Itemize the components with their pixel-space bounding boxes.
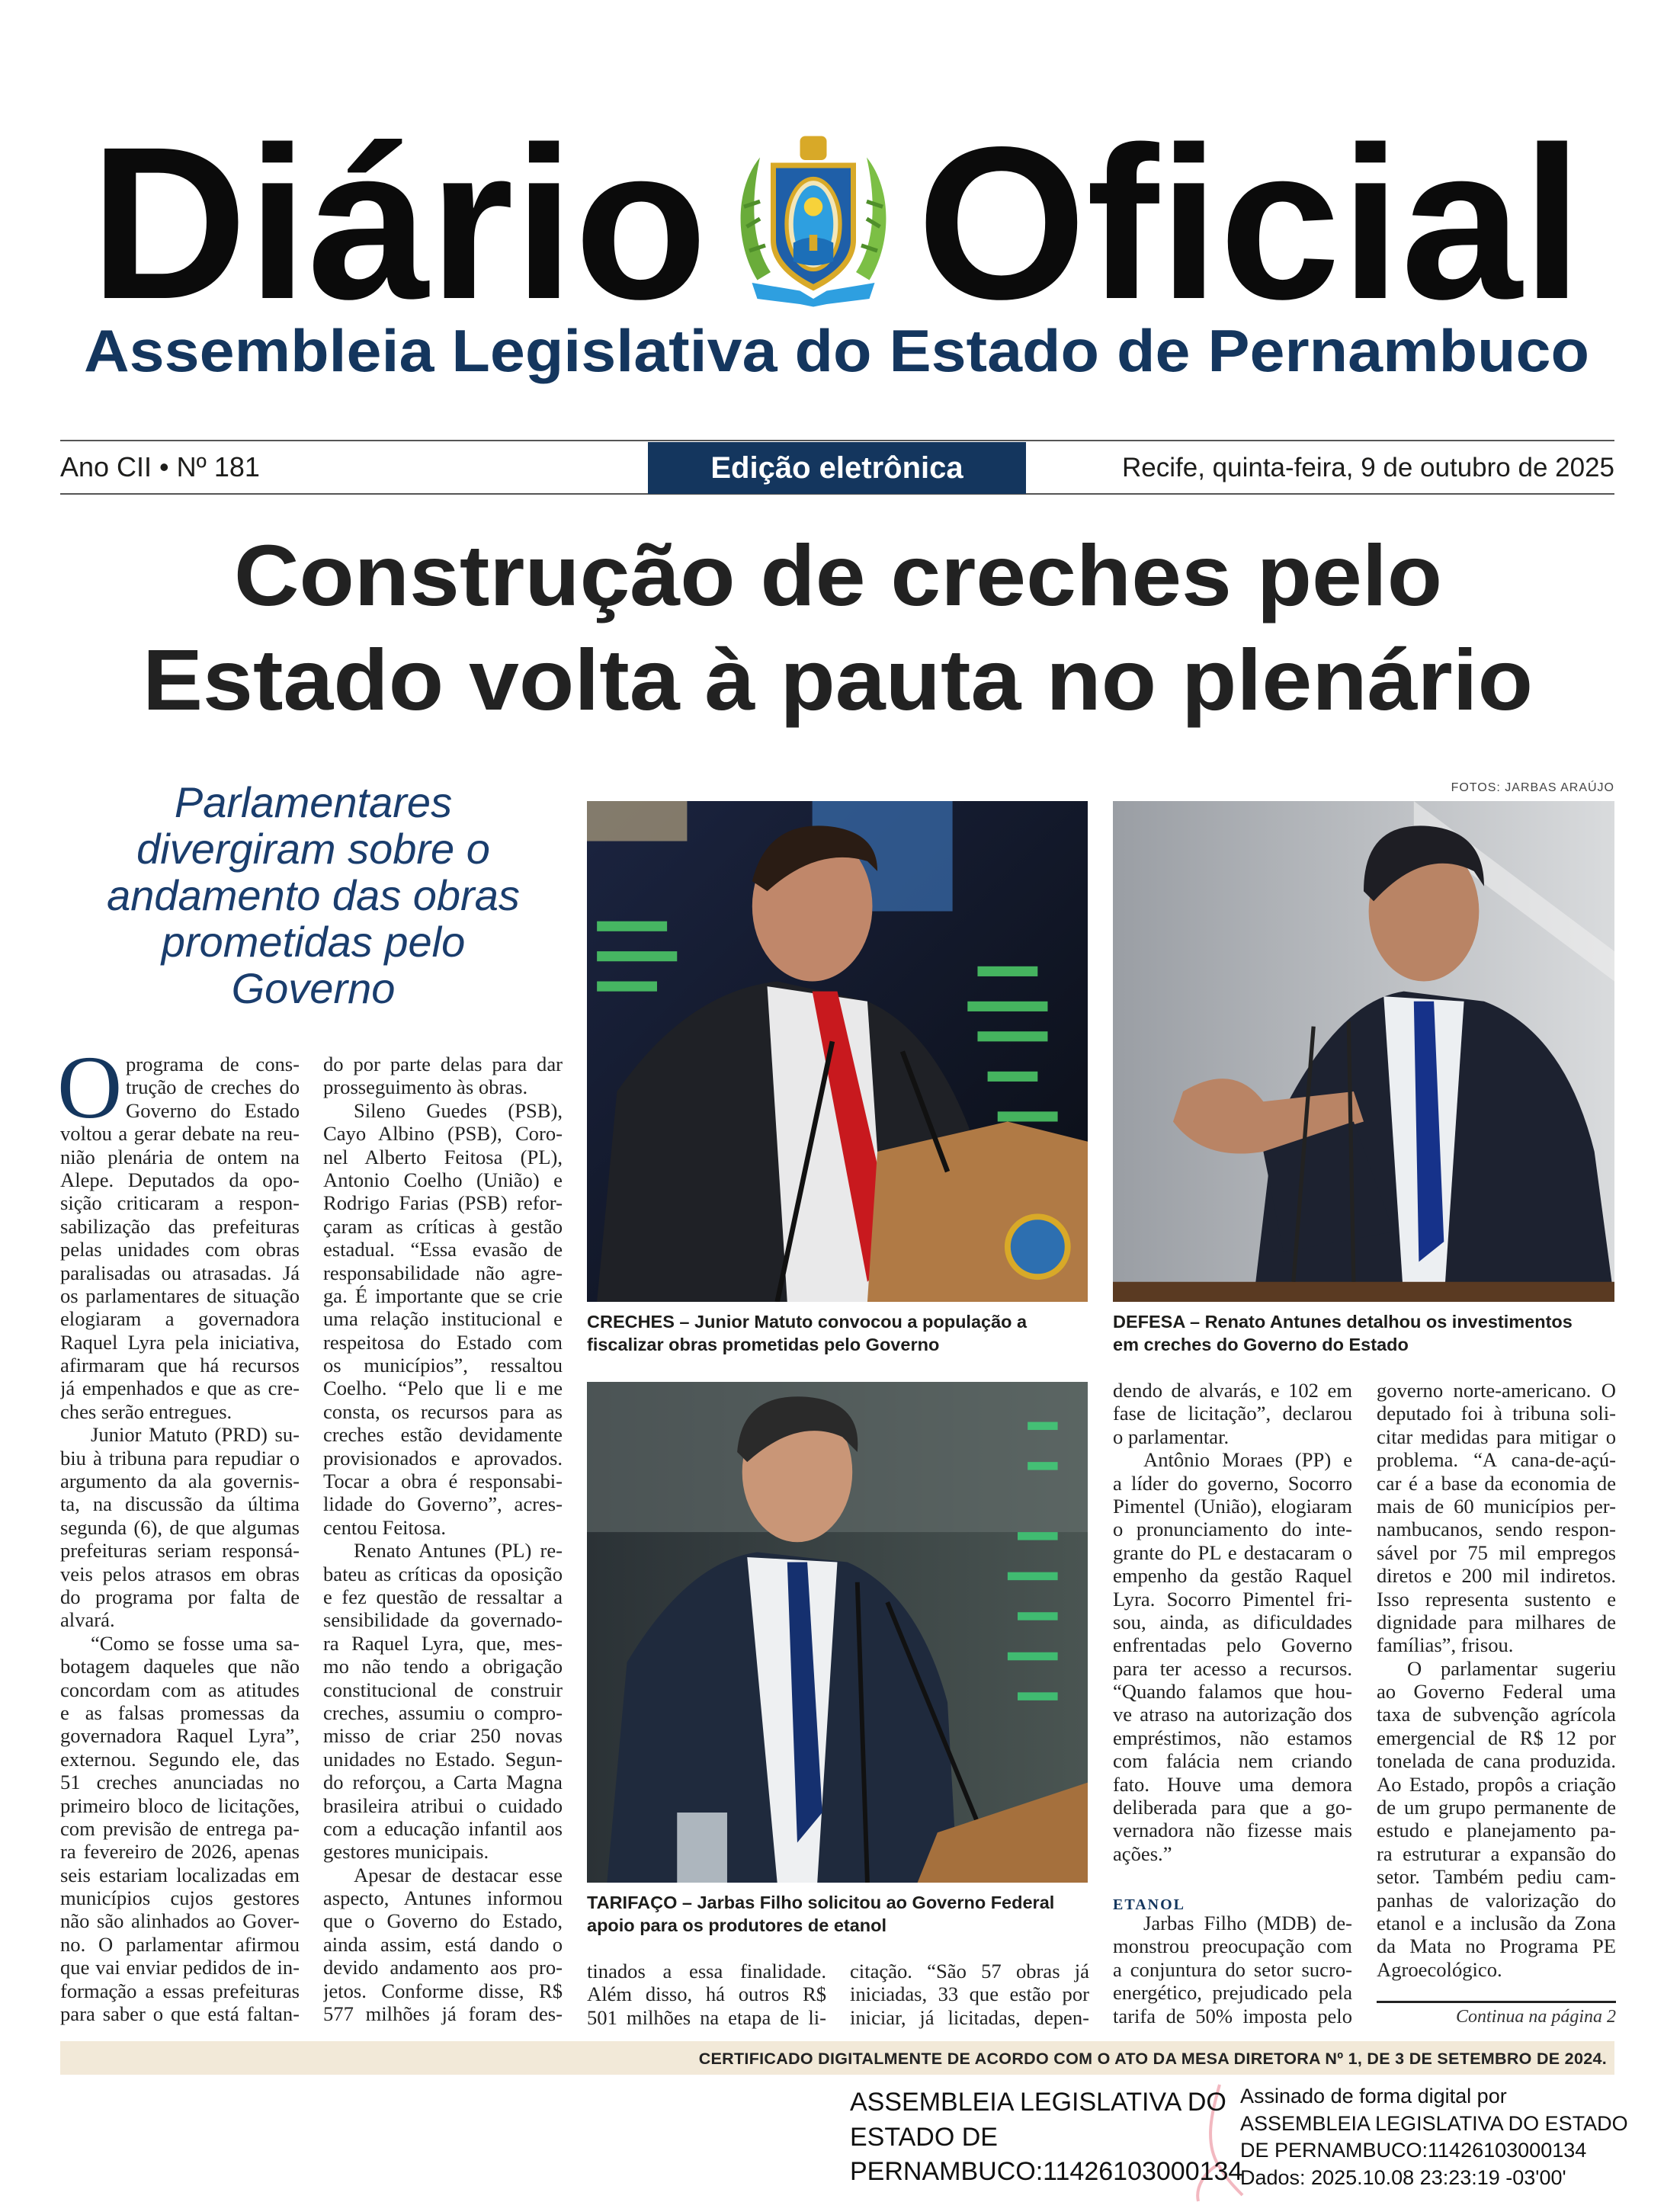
body-line: do programa por falta de [60, 1585, 300, 1608]
body-line: e fez questão de ressaltar a [323, 1585, 563, 1608]
body-line: centou Feitosa. [323, 1515, 447, 1539]
body-line: já empenhados e que as cre- [60, 1377, 300, 1400]
body-line: ra Raquel Lyra, que, mes- [323, 1631, 563, 1655]
body-line: voltou a gerar debate na reu- [60, 1122, 300, 1146]
body-line: empréstimos, não estamos [1113, 1726, 1352, 1749]
body-line: elogiaram a governadora [60, 1307, 300, 1331]
body-line: energético, prejudicado pela [1113, 1981, 1352, 2005]
body-line: nião plenária de ontem na [60, 1145, 300, 1168]
edition-badge [648, 442, 1026, 494]
body-line: mais de 60 municípios per- [1377, 1494, 1616, 1518]
body-line: famílias”, frisou. [1377, 1633, 1514, 1657]
body-line: a conjuntura do setor sucro- [1113, 1957, 1352, 1981]
caption-line: TARIFAÇO – Jarbas Filho solicitou ao Governo Federal [587, 1893, 1055, 1912]
signature-detail-line: ASSEMBLEIA LEGISLATIVA DO ESTADO [1240, 2111, 1628, 2135]
issue-date: Recife, quinta-feira, 9 de outubro de 2025 [1122, 453, 1614, 482]
body-line: Pimentel (União), elogiaram [1113, 1494, 1352, 1518]
body-line: do por parte delas para dar [323, 1053, 563, 1075]
body-line: para saber o que está faltan- [60, 2002, 300, 2026]
body-line: Antônio Moraes (PP) e [1143, 1448, 1352, 1472]
article-column-5 [1113, 1379, 1352, 2027]
body-line: Rodrigo Farias (PSB) refor- [323, 1191, 563, 1215]
body-line: para ter acesso a recursos. [1113, 1656, 1352, 1680]
body-line: da Mata no Programa PE [1377, 1934, 1616, 1958]
body-line: citar medidas para mitigar o [1377, 1425, 1616, 1448]
body-line: ches serão entregues. [60, 1399, 232, 1423]
body-line: grante do PL e destacaram o [1113, 1540, 1352, 1564]
body-line: car é a base da economia de [1377, 1471, 1616, 1495]
caption-line: fiscalizar obras prometidas pelo Governo [587, 1335, 940, 1354]
body-line: com a educação infantil aos [323, 1816, 563, 1840]
body-line: veis pelos atrasos em obras [60, 1562, 300, 1585]
body-line: empenho da gestão Raquel [1113, 1564, 1352, 1588]
body-line: ao Governo Federal uma [1377, 1680, 1616, 1704]
body-line: diretos e 200 mil indiretos. [1377, 1564, 1616, 1588]
body-line: Antonio Coelho (União) e [323, 1168, 563, 1191]
body-line: “Como se fosse uma sa- [91, 1631, 300, 1655]
signature-detail-line: Dados: 2025.10.08 23:23:19 -03'00' [1240, 2165, 1566, 2189]
body-line: Lyra. Socorro Pimentel fri- [1113, 1587, 1352, 1611]
body-line: Ao Estado, propôs a criação [1377, 1772, 1616, 1796]
body-line: Governo do Estado [126, 1098, 300, 1122]
body-line: ainda assim, está dando o [323, 1932, 563, 1956]
body-line: sável por 75 mil empregos [1377, 1540, 1616, 1564]
signer-line: PERNAMBUCO:11426103000134 [850, 2157, 1243, 2186]
section-heading: ETANOL [1113, 1896, 1185, 1913]
body-line: e as falsas promessas da [60, 1700, 300, 1724]
photo-caption [587, 1310, 1027, 1356]
body-line: botagem daqueles que não [60, 1655, 300, 1678]
body-line: iniciadas, 33 que estão por [850, 1982, 1089, 2006]
caption-line: DEFESA – Renato Antunes detalhou os investimentos [1113, 1312, 1573, 1332]
body-line: ações.” [1113, 1841, 1172, 1865]
photo-jarbas-filho [587, 1382, 1088, 1883]
body-line: devido andamento aos pro- [323, 1956, 563, 1979]
body-line: do reforçou, a Carta Magna [323, 1771, 563, 1794]
body-line: 577 milhões já foram des- [323, 2002, 563, 2026]
certification-band [60, 2041, 1614, 2075]
body-line: uma relação institucional e [323, 1307, 563, 1331]
headline [0, 518, 1680, 739]
body-line: programa de cons- [126, 1053, 300, 1075]
body-line: Junior Matuto (PRD) su- [91, 1423, 300, 1447]
body-line: que vai enviar pedidos de in- [60, 1956, 300, 1979]
body-line: setor. Também pediu cam- [1377, 1865, 1616, 1889]
body-line: Cayo Albino (PSB), Coro- [323, 1122, 563, 1146]
edition-label: Edição eletrônica [710, 450, 963, 485]
signature-details [1240, 2083, 1628, 2191]
body-line: ra fevereiro de 2026, apenas [60, 1840, 300, 1864]
body-line: 51 creches anunciadas no [60, 1771, 300, 1794]
body-line: a líder do governo, Socorro [1113, 1471, 1352, 1495]
article-column-6 [1377, 1379, 1616, 1981]
body-line: afirmaram que há recursos [60, 1354, 300, 1377]
body-line: 501 milhões na etapa de li- [587, 2005, 826, 2029]
body-line: fase de licitação”, declarou [1113, 1402, 1352, 1425]
masthead-title-left: Diário [90, 102, 708, 345]
article-column-4 [850, 1960, 1089, 2029]
body-line: Sileno Guedes (PSB), [354, 1098, 563, 1122]
deck [69, 779, 558, 1011]
signer-line: ESTADO DE [850, 2122, 998, 2152]
continued-link[interactable]: Continua na página 2 [1455, 2007, 1616, 2027]
article-column-2 [323, 1053, 563, 2025]
body-line: constitucional de construir [323, 1678, 563, 1701]
body-line: Apesar de destacar esse [354, 1863, 563, 1886]
body-line: gestores municipais. [323, 1840, 489, 1864]
body-line: deputado foi à tribuna soli- [1377, 1402, 1616, 1425]
body-line: Raquel Lyra pela iniciativa, [60, 1330, 300, 1354]
body-line: Renato Antunes (PL) re- [354, 1539, 563, 1563]
body-line: os parlamentares de situação [60, 1284, 300, 1307]
body-line: sabilização das prefeituras [60, 1214, 300, 1238]
deck-line: Governo [231, 964, 396, 1012]
body-line: tarifa de 50% imposta pelo [1113, 2004, 1352, 2027]
article-column-1 [57, 1037, 300, 2026]
body-line: “Quando falamos que hou- [1113, 1680, 1352, 1704]
body-line: misso de criar 250 novas [323, 1724, 563, 1748]
headline-line-2: Estado volta à pauta no plenário [143, 632, 1533, 728]
photo-renato-antunes [1113, 801, 1614, 1302]
body-line: responsabilidade não agre- [323, 1261, 563, 1284]
caption-line: apoio para os produtores de etanol [587, 1915, 887, 1935]
body-line: etanol e a inclusão da Zona [1377, 1911, 1616, 1934]
body-line: sição criticaram a respon- [60, 1191, 300, 1215]
continuation-rule [1377, 2001, 1616, 2003]
body-line: problema. “A cana-de-açú- [1377, 1448, 1616, 1472]
body-line: Coelho. “Pelo que li e me [323, 1377, 563, 1400]
body-line: dendo de alvarás, e 102 em [1113, 1379, 1352, 1402]
body-line: emergencial de R$ 12 por [1377, 1726, 1616, 1749]
body-line: mo não tendo a obrigação [323, 1655, 563, 1678]
signer-name [850, 2085, 1242, 2190]
body-line: vernadora não fizesse mais [1113, 1819, 1352, 1842]
body-line: jetos. Conforme disse, R$ [323, 1979, 563, 2002]
body-line: formação a essas prefeituras [60, 1979, 300, 2002]
paragraph-spacer [1113, 1865, 1352, 1888]
body-line: com previsão de entrega pa- [60, 1816, 300, 1840]
body-line: primeiro bloco de licitações, [60, 1793, 300, 1817]
body-line: ta, na discussão da última [60, 1492, 300, 1516]
headline-line-1: Construção de creches pelo [234, 527, 1442, 623]
body-line: pelas unidades com obras [60, 1238, 300, 1261]
body-line: Isso representa sustento e [1377, 1587, 1616, 1611]
photo-caption [1113, 1310, 1573, 1356]
body-line: taxa de subvenção agrícola [1377, 1703, 1616, 1726]
body-line: deliberada para que a go- [1113, 1796, 1352, 1819]
body-line: Além disso, há outros R$ [587, 1982, 826, 2006]
body-line: citação. “São 57 obras já [850, 1960, 1089, 1982]
body-line: argumento da ala governis- [60, 1470, 300, 1493]
body-line: nel Alberto Feitosa (PL), [323, 1145, 563, 1168]
body-line: enfrentadas pelo Governo [1113, 1633, 1352, 1657]
body-line: nambucanos, sendo respon- [1377, 1518, 1616, 1541]
body-line: que o Governo do Estado, [323, 1909, 563, 1933]
body-line: Jarbas Filho (MDB) de- [1143, 1911, 1352, 1934]
body-line: creches estão devidamente [323, 1423, 563, 1447]
signature-detail-line: DE PERNAMBUCO:11426103000134 [1240, 2139, 1587, 2162]
body-line: biu à tribuna para repudiar o [60, 1446, 300, 1470]
body-line: aspecto, Antunes informou [323, 1886, 563, 1910]
body-line: respeitosa do Estado com [323, 1330, 563, 1354]
certification-text: CERTIFICADO DIGITALMENTE DE ACORDO COM O ATO DA MESA DIRETORA Nº 1, DE 3 DE SETEMBRO DE 2024. [698, 2050, 1607, 2068]
body-line: não são alinhados ao Gover- [60, 1909, 300, 1933]
body-line: Alepe. Deputados da opo- [60, 1168, 300, 1191]
body-line: com falácia nem criando [1113, 1749, 1352, 1773]
body-line: Agroecológico. [1377, 1957, 1502, 1981]
body-line: creches, assumiu o compro- [323, 1700, 563, 1724]
issue-number: Ano CII • Nº 181 [60, 451, 260, 482]
article-column-3 [587, 1960, 826, 2029]
top-rule [60, 440, 1614, 441]
body-line: çaram as críticas à gestão [323, 1214, 563, 1238]
masthead [0, 0, 1680, 412]
body-line: concordam com as atitudes [60, 1678, 300, 1701]
body-line: paralisadas ou atrasadas. Já [60, 1261, 300, 1284]
body-line: o pronunciamento do inte- [1113, 1518, 1352, 1541]
body-line: os municípios”, ressaltou [323, 1354, 563, 1377]
body-line: trução de creches do [126, 1075, 300, 1099]
coat-of-arms-icon [741, 136, 886, 307]
body-line: o parlamentar. [1113, 1425, 1230, 1448]
body-line: monstrou preocupação com [1113, 1934, 1352, 1958]
body-line: fato. Houve uma demora [1113, 1772, 1352, 1796]
signature-detail-line: Assinado de forma digital por [1240, 2085, 1507, 2107]
body-line: seis estariam localizadas em [60, 1863, 300, 1886]
deck-line: Parlamentares [174, 778, 453, 826]
body-line: externou. Segundo ele, das [60, 1747, 300, 1771]
signer-line: ASSEMBLEIA LEGISLATIVA DO [850, 2088, 1226, 2117]
body-line: tonelada de cana produzida. [1377, 1749, 1616, 1773]
masthead-subtitle: Assembleia Legislativa do Estado de Pernambuco [84, 317, 1589, 384]
photo-caption [587, 1891, 1054, 1937]
deck-line: andamento das obras [107, 871, 520, 919]
body-line: iniciar, já licitadas, depen- [850, 2005, 1089, 2029]
masthead-title-right: Oficial [917, 102, 1582, 345]
body-line: segunda (6), de que algumas [60, 1515, 300, 1539]
body-line: consta, os recursos para as [323, 1399, 563, 1423]
body-line: brasileira atribui o cuidado [323, 1793, 563, 1817]
body-line: municípios cujos gestores [60, 1886, 300, 1910]
body-line: prefeituras seriam responsá- [60, 1539, 300, 1563]
body-line: governadora Raquel Lyra”, [60, 1724, 300, 1748]
caption-line: em creches do Governo do Estado [1113, 1335, 1409, 1354]
body-line: tinados a essa finalidade. [587, 1960, 826, 1982]
deck-line: divergiram sobre o [136, 825, 490, 873]
body-line: prosseguimento às obras. [323, 1075, 528, 1099]
body-line: dignidade para milhares de [1377, 1610, 1616, 1633]
body-line: panhas de valorização do [1377, 1888, 1616, 1912]
body-line: lidade do Governo”, acres- [323, 1492, 563, 1516]
caption-line: CRECHES – Junior Matuto convocou a população a [587, 1312, 1028, 1332]
body-line: estudo e planejamento pa- [1377, 1819, 1616, 1842]
body-line: sensibilidade da governado- [323, 1608, 563, 1632]
body-line: provisionados e aprovados. [323, 1446, 563, 1470]
body-line: ga. É importante que se crie [323, 1284, 563, 1307]
body-line: ve atraso na autorização dos [1113, 1703, 1352, 1726]
body-line: estadual. “Essa evasão de [323, 1238, 563, 1261]
body-line: bateu as críticas da oposição [323, 1562, 563, 1585]
body-line: alvará. [60, 1608, 115, 1632]
body-line: ra estruturar a expansão do [1377, 1841, 1616, 1865]
body-line: O parlamentar sugeriu [1407, 1656, 1616, 1680]
drop-cap: O [57, 1037, 123, 1137]
body-line: Tocar a obra é responsabi- [323, 1470, 563, 1493]
deck-line: prometidas pelo [161, 918, 466, 966]
photo-junior-matuto [587, 801, 1088, 1302]
body-line: sou, ainda, as dificuldades [1113, 1610, 1352, 1633]
body-line: unidades no Estado. Segun- [323, 1747, 563, 1771]
body-line: de um grupo permanente de [1377, 1796, 1616, 1819]
body-line: governo norte-americano. O [1377, 1379, 1616, 1402]
body-line: no. O parlamentar afirmou [60, 1932, 300, 1956]
photo-credit: FOTOS: JARBAS ARAÚJO [1451, 781, 1614, 794]
